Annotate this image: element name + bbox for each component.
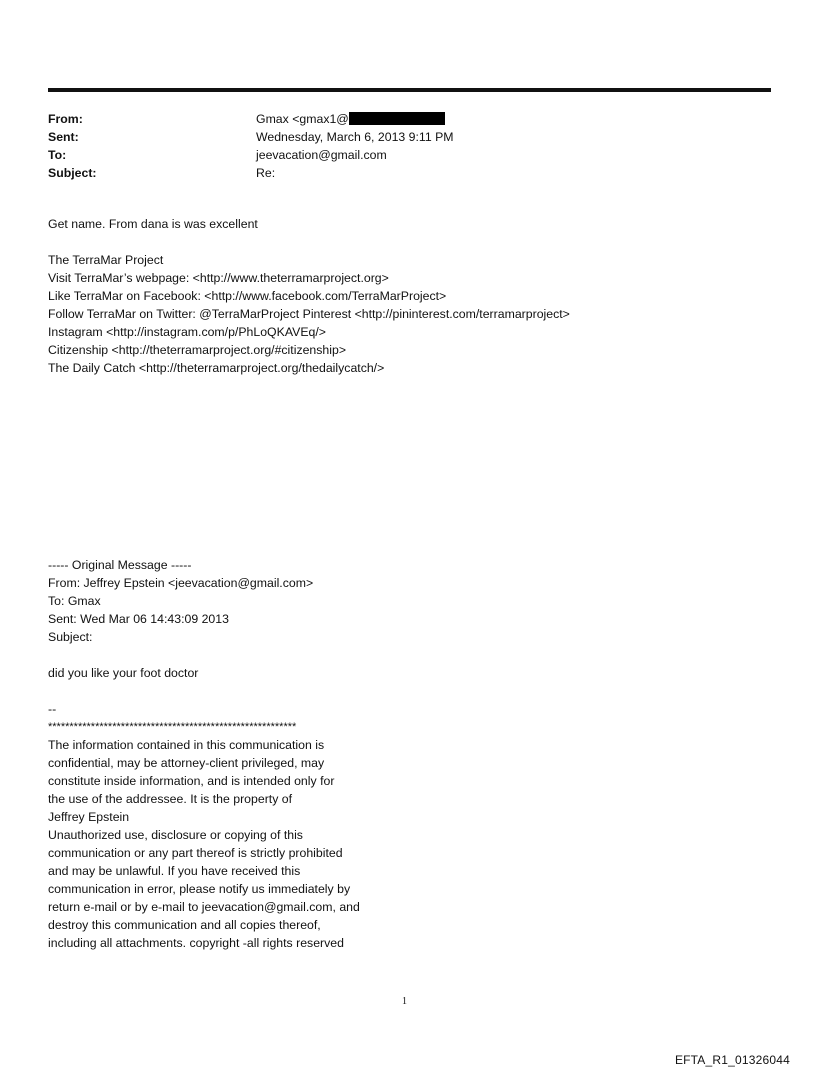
sent-row: [48, 128, 748, 146]
original-message-body: [48, 664, 768, 682]
header-rule: [48, 88, 771, 92]
from-address: Gmax <gmax1@: [256, 112, 349, 126]
signature-line: Follow TerraMar on Twitter: @TerraMarProject Pinterest <http://pininterest.com/terramarproject>: [48, 307, 570, 321]
subject-row: [48, 164, 748, 182]
disclaimer-line: The information contained in this communication is: [48, 738, 325, 752]
signature-line: Visit TerraMar’s webpage: <http://www.theterramarproject.org>: [48, 271, 389, 285]
disclaimer-line: constitute inside information, and is intended only for: [48, 774, 335, 788]
email-header: [48, 110, 748, 182]
disclaimer-line: destroy this communication and all copies thereof,: [48, 918, 321, 932]
page-number: 1: [402, 996, 407, 1007]
redaction-box: [349, 112, 445, 125]
from-label: From:: [48, 112, 83, 126]
to-row: [48, 146, 748, 164]
original-line: ----- Original Message -----: [48, 558, 192, 572]
disclaimer-line: Unauthorized use, disclosure or copying of this: [48, 828, 303, 842]
disclaimer-line: and may be unlawful. If you have received this: [48, 864, 301, 878]
disclaimer-line: communication in error, please notify us immediately by: [48, 882, 351, 896]
original-message-header: [48, 556, 768, 646]
bates-number: EFTA_R1_01326044: [674, 1053, 790, 1067]
disclaimer-line: return e-mail or by e-mail to jeevacation@gmail.com, and: [48, 900, 360, 914]
signature-line: Citizenship <http://theterramarproject.org/#citizenship>: [48, 343, 347, 357]
signature-line: The Daily Catch <http://theterramarproject.org/thedailycatch/>: [48, 361, 385, 375]
signature-line: Like TerraMar on Facebook: <http://www.facebook.com/TerraMarProject>: [48, 289, 447, 303]
signature-line: The TerraMar Project: [48, 253, 164, 267]
original-line: Sent: Wed Mar 06 14:43:09 2013: [48, 612, 229, 626]
subject-value: Re:: [256, 166, 276, 180]
reply-text: Get name. From dana is was excellent: [48, 217, 258, 231]
disclaimer-line: confidential, may be attorney-client privileged, may: [48, 756, 325, 770]
from-value: [256, 110, 445, 128]
to-label: To:: [48, 148, 67, 162]
to-value: jeevacation@gmail.com: [256, 148, 387, 162]
signature-line: Instagram <http://instagram.com/p/PhLoQKAVEq/>: [48, 325, 326, 339]
disclaimer-block: [48, 700, 768, 952]
original-line: From: Jeffrey Epstein <jeevacation@gmail.com>: [48, 576, 314, 590]
disclaimer-line: communication or any part thereof is strictly prohibited: [48, 846, 343, 860]
disclaimer-line: Jeffrey Epstein: [48, 810, 130, 824]
star-separator: **********************************************************: [48, 721, 297, 733]
disclaimer-line: the use of the addressee. It is the property of: [48, 792, 293, 806]
signature-dash: --: [48, 702, 57, 716]
sent-label: Sent:: [48, 130, 79, 144]
original-line: Subject:: [48, 630, 93, 644]
from-row: [48, 110, 748, 128]
sent-value: Wednesday, March 6, 2013 9:11 PM: [256, 130, 454, 144]
original-line: To: Gmax: [48, 594, 101, 608]
reply-body: [48, 215, 768, 233]
signature-block: [48, 251, 768, 377]
subject-label: Subject:: [48, 166, 97, 180]
original-message-text: did you like your foot doctor: [48, 666, 199, 680]
disclaimer-line: including all attachments. copyright -all rights reserved: [48, 936, 344, 950]
